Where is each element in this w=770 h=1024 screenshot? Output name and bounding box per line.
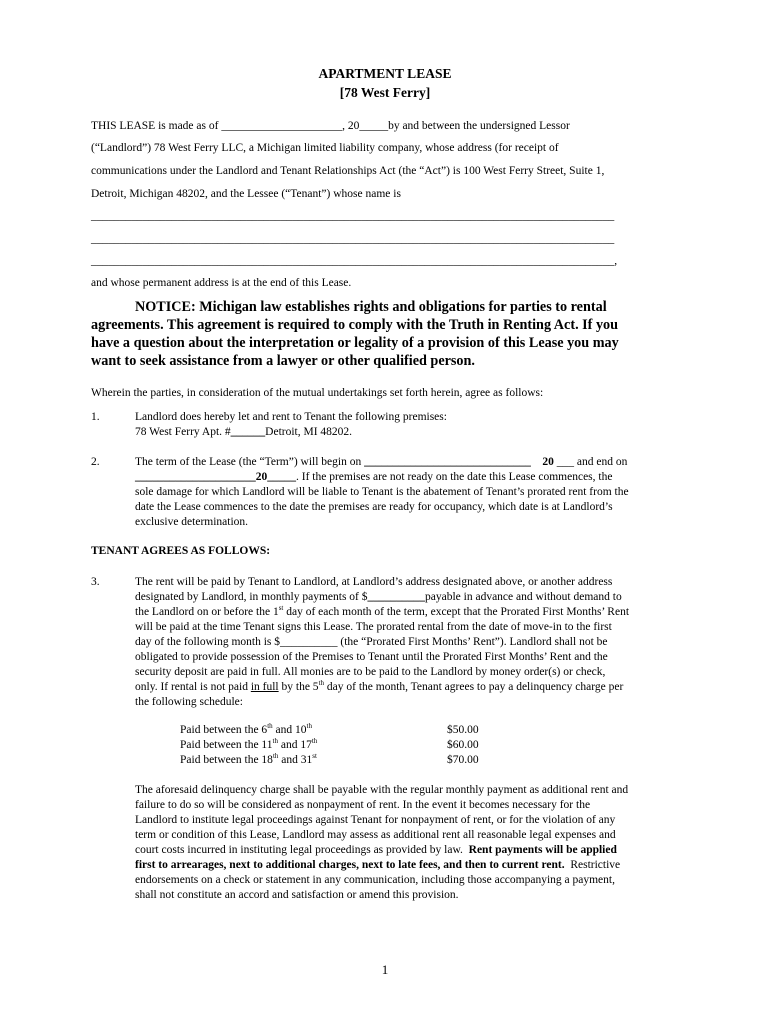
rent-line xyxy=(135,606,629,618)
ordinal-suffix: th xyxy=(311,737,318,745)
delinquency-line: Landlord to institute legal proceedings against Tenant for nonpayment of rent, or for the violation of any xyxy=(135,814,616,826)
delinquency-line: term or condition of this Lease, Landlord may assess as additional rent all reasonable legal expenses and xyxy=(135,829,616,841)
rent-text: payable in advance and without demand to xyxy=(425,591,622,603)
notice-line: want to seek assistance from a lawyer or other qualified person. xyxy=(91,353,475,369)
term-end-blank: _____________________20_____ xyxy=(135,471,296,483)
section-number: 3. xyxy=(91,576,100,588)
rent-text: day of each month of the term, except that the Prorated First Months’ Rent xyxy=(283,606,630,618)
term-line: exclusive determination. xyxy=(135,516,249,528)
schedule-amount: $50.00 xyxy=(447,724,479,736)
schedule-period xyxy=(180,754,317,766)
term-text: . If the premises are not ready on the date this Lease commences, the xyxy=(296,471,613,483)
page-number: 1 xyxy=(381,962,389,977)
rent-text: designated by Landlord, in monthly payments of $ xyxy=(135,591,368,603)
delinquency-line: endorsements on a check or statement in any communication, including those accompanying a payment, xyxy=(135,874,615,886)
schedule-amount: $70.00 xyxy=(447,754,479,766)
premises-line xyxy=(135,426,352,438)
rent-text: day of the month, Tenant agrees to pay a delinquency charge per xyxy=(324,681,624,693)
delinquency-line: shall not constitute an accord and satisfaction or amend this provision. xyxy=(135,889,459,901)
schedule-text: and 31 xyxy=(278,754,313,766)
rent-line: The rent will be paid by Tenant to Landlord, at Landlord’s address designated above, or another address xyxy=(135,576,613,588)
delinquency-text: Restrictive xyxy=(564,859,621,871)
ordinal-suffix: th xyxy=(306,722,312,730)
schedule-text: Paid between the 18 xyxy=(180,754,273,766)
intro-line: Detroit, Michigan 48202, and the Lessee (“Tenant”) whose name is xyxy=(91,188,401,200)
rent-text: the Landlord on or before the 1 xyxy=(135,606,279,618)
delinquency-line xyxy=(135,844,617,856)
intro-line: THIS LEASE is made as of _____________________, 20_____by and between the undersigned Lessor xyxy=(91,120,570,132)
ordinal-suffix: st xyxy=(278,604,284,612)
term-line: sole damage for which Landlord will be liable to Tenant is the abatement of Tenant’s prorated rent from the xyxy=(135,486,629,498)
section-number: 1. xyxy=(91,411,100,423)
schedule-text: Paid between the 6 xyxy=(180,724,268,736)
ordinal-suffix: th xyxy=(318,679,325,687)
term-start-year: 20 xyxy=(530,456,557,468)
rent-line: will be paid at the time Tenant signs this Lease. The prorated rental from the date of move-in to the first xyxy=(135,621,612,633)
rent-line: obligated to provide possession of the Premises to Tenant until the Prorated First Months’ Rent and the xyxy=(135,651,608,663)
delinquency-line: failure to do so will be considered as nonpayment of rent. In the event it becomes necessary for the xyxy=(135,799,591,811)
intro-line: communications under the Landlord and Tenant Relationships Act (the “Act”) is 100 West Ferry Street, Suite 1, xyxy=(91,165,605,177)
rent-line xyxy=(135,591,622,603)
ordinal-suffix: th xyxy=(272,752,279,760)
rent-line xyxy=(135,681,623,693)
notice-line: NOTICE: Michigan law establishes rights and obligations for parties to rental xyxy=(135,299,607,315)
tenant-agrees-heading: TENANT AGREES AS FOLLOWS: xyxy=(91,545,271,557)
apt-number-blank: ______ xyxy=(230,426,266,438)
premises-address: 78 West Ferry Apt. # xyxy=(135,426,231,438)
ordinal-suffix: st xyxy=(312,752,317,760)
schedule-amount: $60.00 xyxy=(447,739,479,751)
premises-city: Detroit, MI 48202. xyxy=(265,426,353,438)
delinquency-line xyxy=(135,859,620,871)
notice-line: agreements. This agreement is required to comply with the Truth in Renting Act. If you xyxy=(91,317,619,333)
rent-line: the following schedule: xyxy=(135,696,243,708)
term-text: ___ and end on xyxy=(556,456,628,468)
term-line xyxy=(135,456,627,468)
rent-text: only. If rental is not paid xyxy=(135,681,251,693)
rent-line: day of the following month is $__________ (the “Prorated First Months’ Rent”). Landlord shall not be xyxy=(135,636,608,648)
schedule-period xyxy=(180,724,312,736)
wherein-clause: Wherein the parties, in consideration of the mutual undertakings set forth herein, agree as follows: xyxy=(91,387,544,399)
schedule-text: and 10 xyxy=(272,724,307,736)
term-line: date the Lease commences to the date the premises are ready for occupancy, which date is at Landlord’s xyxy=(135,501,613,513)
rent-amount-blank: __________ xyxy=(367,591,426,603)
section-number: 2. xyxy=(91,456,100,468)
term-start-blank: _____________________________ xyxy=(364,456,531,468)
in-full-underlined: in full xyxy=(250,681,279,693)
tenant-name-blank: ___________________________________________________________________________________________, xyxy=(91,255,618,267)
application-order-bold: first to arrearages, next to additional charges, next to late fees, and then to current rent. xyxy=(135,859,565,871)
notice-line: have a question about the interpretation or legality of a provision of this Lease you may xyxy=(91,335,619,351)
section-1-line: Landlord does hereby let and rent to Tenant the following premises: xyxy=(135,411,447,423)
term-text: The term of the Lease (the “Term”) will begin on xyxy=(135,456,365,468)
delinquency-line: The aforesaid delinquency charge shall be payable with the regular monthly payment as additional rent and xyxy=(135,784,629,796)
ordinal-suffix: th xyxy=(272,737,278,745)
term-line xyxy=(135,471,612,483)
tenant-name-blank: ___________________________________________________________________________________________ xyxy=(91,210,615,222)
document-title: APARTMENT LEASE xyxy=(318,66,452,81)
schedule-period xyxy=(180,739,317,751)
document-subtitle: [78 West Ferry] xyxy=(339,85,431,100)
intro-line: and whose permanent address is at the end of this Lease. xyxy=(91,277,352,289)
schedule-text: and 17 xyxy=(277,739,312,751)
ordinal-suffix: th xyxy=(267,722,273,730)
schedule-text: Paid between the 11 xyxy=(180,739,273,751)
rent-line: security deposit are paid in full. All monies are to be paid to the Landlord by money order(s) or check, xyxy=(135,666,606,678)
intro-line: (“Landlord”) 78 West Ferry LLC, a Michigan limited liability company, whose address (for receipt of xyxy=(91,142,559,154)
tenant-name-blank: ___________________________________________________________________________________________ xyxy=(91,233,615,245)
rent-text: by the 5 xyxy=(278,681,319,693)
application-order-bold: Rent payments will be applied xyxy=(468,844,617,856)
delinquency-text: court costs incurred in instituting legal proceedings as provided by law. xyxy=(135,844,469,856)
